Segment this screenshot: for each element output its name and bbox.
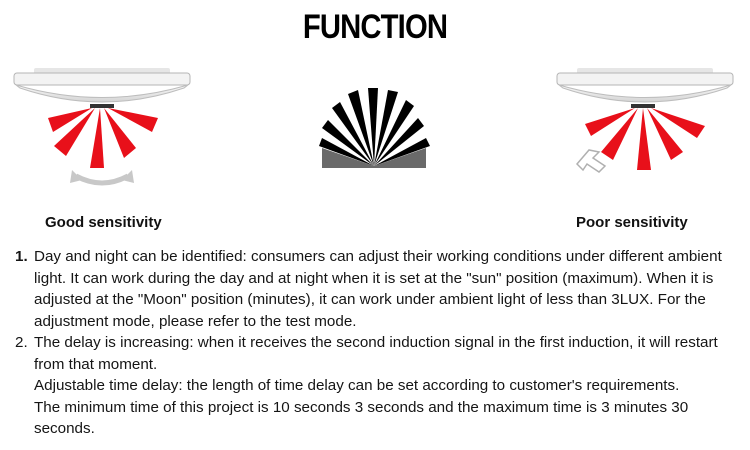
good-sensitivity-caption: Good sensitivity: [45, 214, 162, 231]
poor-sensitivity-figure: [555, 66, 735, 196]
good-sensitivity-figure: [12, 66, 192, 196]
page-title: FUNCTION: [302, 8, 448, 46]
detection-fan-figure: [314, 88, 434, 170]
sensor-lamp-tilt-icon: [555, 66, 735, 196]
list-item-subtext: Adjustable time delay: the length of time delay can be set according to customer's requirements.: [34, 377, 680, 394]
poor-sensitivity-caption: Poor sensitivity: [576, 214, 688, 231]
list-item: [12, 246, 747, 332]
list-item-text: The delay is increasing: when it receives the second induction signal in the first induction, it will restart from that moment.: [34, 334, 718, 373]
list-item-text: Day and night can be identified: consumers can adjust their working conditions under different ambient light. It can work during the day and at night when it is set at the "sun" position (maximum). When it is adjusted at the "Moon" position (minutes), it can work under ambient light of less than 3LUX. For the adjustment mode, please refer to the test mode.: [34, 248, 722, 330]
list-item: [12, 332, 747, 440]
list-item-number: 1.: [15, 248, 28, 265]
fan-beam-detection-icon: [314, 88, 434, 170]
function-list: [12, 246, 747, 440]
sensor-lamp-rotate-icon: [12, 66, 192, 196]
list-item-number: 2.: [15, 334, 28, 351]
list-item-subtext: The minimum time of this project is 10 seconds 3 seconds and the maximum time is 3 minutes 30 seconds.: [34, 398, 689, 437]
